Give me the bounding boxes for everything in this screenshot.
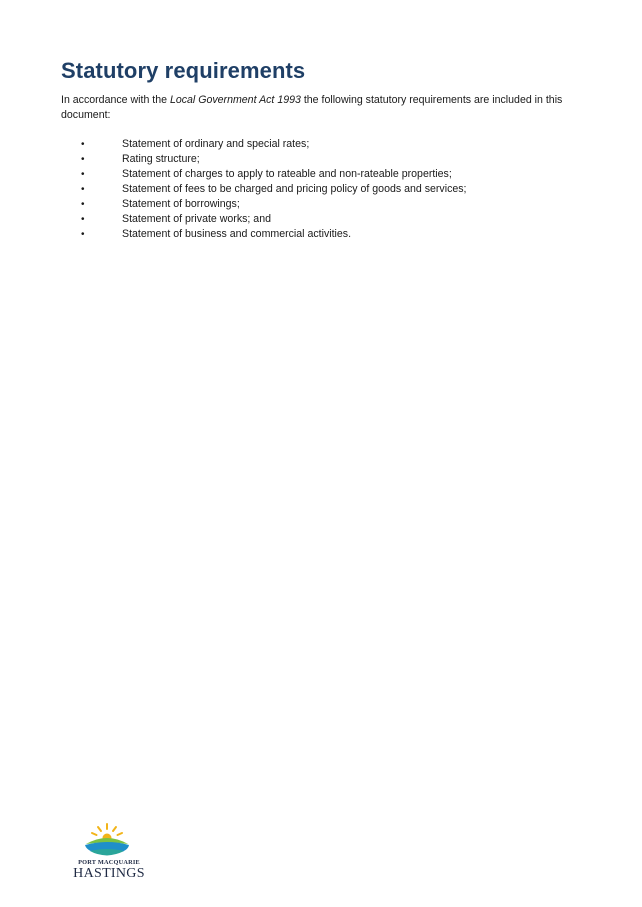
list-item: [61, 227, 581, 242]
intro-paragraph: [61, 93, 581, 123]
list-item: [61, 197, 581, 212]
list-item: [61, 152, 581, 167]
intro-text-before: In accordance with the: [61, 94, 170, 106]
bullet-icon: •: [81, 184, 85, 195]
bullet-icon: •: [81, 169, 85, 180]
sun-icon: [92, 824, 122, 835]
list-item: [61, 212, 581, 227]
logo-text-line2: HASTINGS: [73, 866, 145, 881]
list-item-text: Statement of ordinary and special rates;: [122, 138, 310, 150]
list-item: [61, 167, 581, 182]
bullet-icon: •: [81, 154, 85, 165]
bullet-icon: •: [81, 229, 85, 240]
page-title: Statutory requirements: [61, 58, 306, 83]
port-macquarie-hastings-logo-icon: [82, 822, 132, 858]
bullet-icon: •: [81, 139, 85, 150]
list-item-text: Rating structure;: [122, 153, 200, 165]
council-logo: [72, 822, 146, 884]
list-item: [61, 137, 581, 152]
bullet-icon: •: [81, 199, 85, 210]
list-item-text: Statement of borrowings;: [122, 198, 240, 210]
act-title: Local Government Act 1993: [169, 94, 301, 106]
logo-text-line1: PORT MACQUARIE: [78, 859, 140, 866]
list-item-text: Statement of business and commercial activities.: [122, 228, 352, 240]
bullet-icon: •: [81, 214, 85, 225]
list-item-text: Statement of private works; and: [122, 213, 271, 225]
intro-text-after: the following statutory requirements are included in this document:: [61, 94, 563, 121]
list-item-text: Statement of fees to be charged and pricing policy of goods and services;: [122, 183, 467, 195]
list-item: [61, 182, 581, 197]
list-item-text: Statement of charges to apply to rateable and non-rateable properties;: [122, 168, 452, 180]
requirements-list: [61, 137, 581, 242]
